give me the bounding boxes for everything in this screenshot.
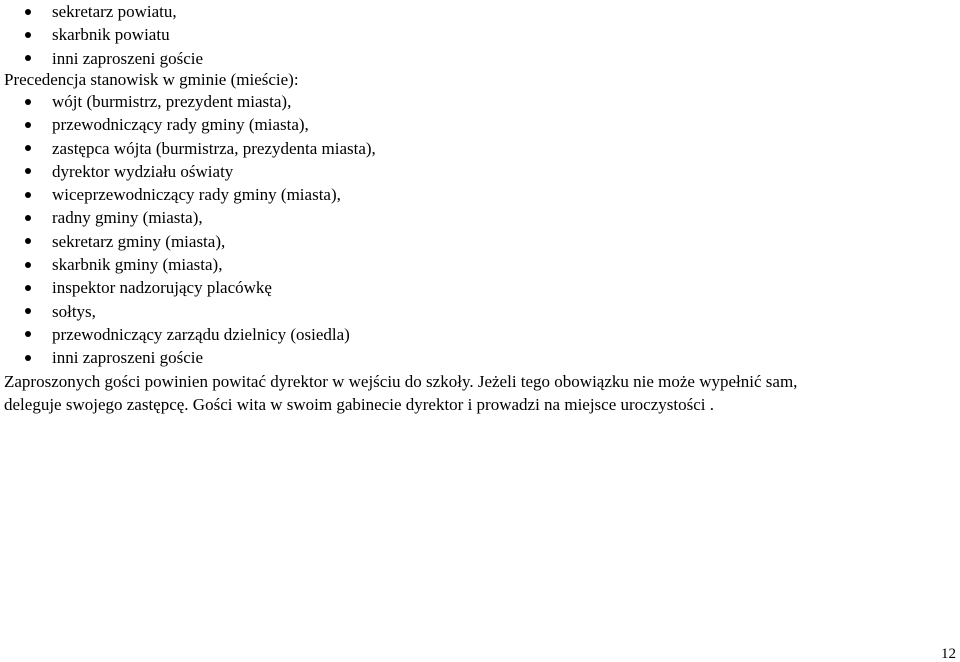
bullet-icon xyxy=(25,355,31,361)
section-heading: Precedencja stanowisk w gminie (mieście): xyxy=(4,70,299,89)
bullet-icon xyxy=(25,55,31,61)
bullet-icon xyxy=(25,145,31,151)
list-item xyxy=(0,113,376,136)
list-item-text: radny gminy (miasta), xyxy=(52,208,203,228)
body-paragraph xyxy=(4,370,944,416)
list-item-text: wójt (burmistrz, prezydent miasta), xyxy=(52,92,292,111)
list-item xyxy=(0,323,376,346)
list-item xyxy=(0,183,376,206)
bullet-icon xyxy=(25,215,31,221)
list-item xyxy=(0,90,376,113)
paragraph-line-2: deleguje swojego zastępcę. Gości wita w swoim gabinecie dyrektor i prowadzi na miejsce uroczystości . xyxy=(4,395,714,414)
list-item xyxy=(0,23,203,46)
bullet-list-gmina xyxy=(0,90,376,370)
bullet-icon xyxy=(25,331,31,337)
list-item xyxy=(0,0,203,23)
bullet-icon xyxy=(25,308,31,314)
bullet-list-powiat xyxy=(0,0,203,70)
bullet-icon xyxy=(25,238,31,244)
list-item-text: sołtys, xyxy=(52,301,96,321)
list-item xyxy=(0,160,376,183)
list-item-text: przewodniczący zarządu dzielnicy (osiedla) xyxy=(52,324,350,344)
list-item xyxy=(0,253,376,276)
list-item xyxy=(0,137,376,160)
bullet-icon xyxy=(25,285,31,291)
bullet-icon xyxy=(25,122,31,128)
bullet-icon xyxy=(25,9,31,15)
list-item-text: zastępca wójta (burmistrza, prezydenta miasta), xyxy=(52,138,376,158)
list-item-text: inni zaproszeni goście xyxy=(52,48,204,68)
bullet-icon xyxy=(25,168,31,174)
list-item-text: sekretarz powiatu, xyxy=(52,2,177,21)
list-item-text: skarbnik powiatu xyxy=(52,25,170,45)
list-item xyxy=(0,346,376,369)
list-item-text: inspektor nadzorujący placówkę xyxy=(52,278,272,298)
list-item-text: inni zaproszeni goście xyxy=(52,348,204,368)
list-item-text: skarbnik gminy (miasta), xyxy=(52,255,223,275)
list-item xyxy=(0,300,376,323)
list-item-text: dyrektor wydziału oświaty xyxy=(52,161,234,181)
bullet-icon xyxy=(25,262,31,268)
page-number: 12 xyxy=(941,646,956,662)
list-item xyxy=(0,206,376,229)
list-item xyxy=(0,47,203,70)
list-item xyxy=(0,230,376,253)
bullet-icon xyxy=(25,192,31,198)
list-item-text: przewodniczący rady gminy (miasta), xyxy=(52,115,309,135)
list-item-text: wiceprzewodniczący rady gminy (miasta), xyxy=(52,185,341,205)
list-item-text: sekretarz gminy (miasta), xyxy=(52,231,226,251)
list-item xyxy=(0,276,376,299)
paragraph-line-1: Zaproszonych gości powinien powitać dyrektor w wejściu do szkoły. Jeżeli tego obowiązku nie może wypełnić sam, xyxy=(4,372,798,391)
bullet-icon xyxy=(25,32,31,38)
bullet-icon xyxy=(25,99,31,105)
